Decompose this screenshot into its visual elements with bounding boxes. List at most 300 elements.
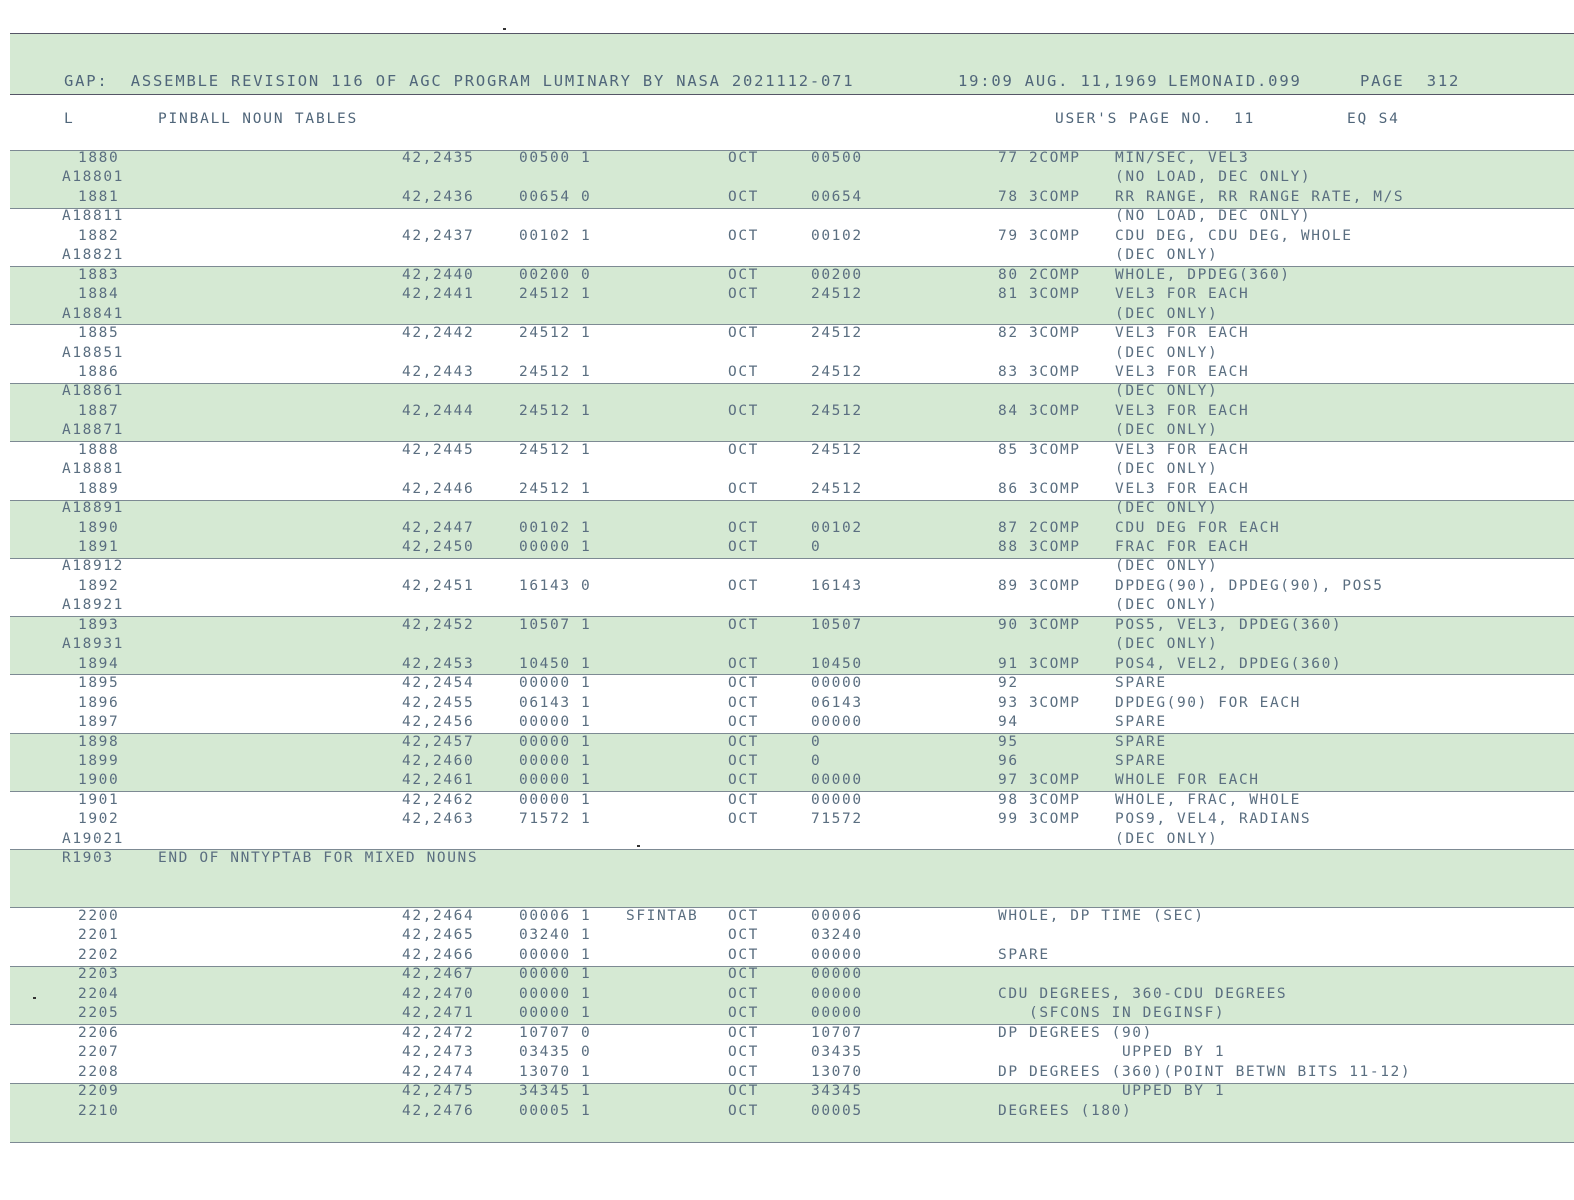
opcode: OCT bbox=[728, 714, 759, 731]
listing-row bbox=[0, 946, 1574, 966]
operand: 0 bbox=[811, 539, 822, 555]
sequence-number: A18912 bbox=[62, 558, 124, 575]
noun-number: 91 3COMP bbox=[998, 655, 1081, 672]
description: SPARE bbox=[998, 946, 1050, 963]
noun-number: 81 3COMP bbox=[998, 286, 1081, 303]
address: 42,2462 bbox=[402, 791, 475, 808]
description: (NO LOAD, DEC ONLY) bbox=[1115, 169, 1312, 186]
octal-word: 34345 1 bbox=[519, 1083, 592, 1100]
address: 42,2456 bbox=[402, 714, 475, 731]
address: 42,2463 bbox=[402, 811, 475, 828]
octal-word: 24512 1 bbox=[519, 325, 592, 342]
address: 42,2441 bbox=[402, 286, 475, 303]
description: SPARE bbox=[1115, 752, 1167, 769]
operand: 16143 bbox=[811, 577, 863, 594]
octal-word: 24512 1 bbox=[519, 286, 592, 303]
listing-row bbox=[0, 752, 1574, 772]
operand: 03435 bbox=[811, 1044, 863, 1061]
operand: 10707 bbox=[811, 1024, 863, 1041]
noun-number: 96 bbox=[998, 752, 1019, 769]
sequence-number: 1886 bbox=[78, 363, 120, 380]
sequence-number: 2203 bbox=[78, 966, 120, 983]
print-speck bbox=[637, 845, 640, 847]
noun-number: 87 2COMP bbox=[998, 519, 1081, 536]
octal-word: 00102 1 bbox=[519, 519, 592, 536]
listing-row bbox=[0, 791, 1574, 811]
listing-row bbox=[0, 227, 1574, 247]
description: (DEC ONLY) bbox=[1115, 344, 1219, 361]
listing-row bbox=[0, 1024, 1574, 1044]
sequence-number: 1895 bbox=[78, 675, 120, 692]
sequence-number: 2208 bbox=[78, 1063, 120, 1080]
address: 42,2457 bbox=[402, 733, 475, 750]
operand: 06143 bbox=[811, 694, 863, 711]
opcode: OCT bbox=[728, 402, 759, 419]
address: 42,2444 bbox=[402, 402, 475, 419]
operand: 00000 bbox=[811, 675, 863, 692]
address: 42,2445 bbox=[402, 441, 475, 458]
description: (DEC ONLY) bbox=[1115, 247, 1219, 264]
operand: 24512 bbox=[811, 480, 863, 497]
address: 42,2465 bbox=[402, 927, 475, 944]
assembly-title: GAP: ASSEMBLE REVISION 116 OF AGC PROGRAM LUMINARY BY NASA 2021112-071 bbox=[64, 72, 855, 90]
address: 42,2473 bbox=[402, 1044, 475, 1061]
listing-row bbox=[0, 810, 1574, 830]
octal-word: 24512 1 bbox=[519, 441, 592, 458]
description: (SFCONS IN DEGINSF) bbox=[998, 1005, 1226, 1022]
opcode: OCT bbox=[728, 1063, 759, 1080]
opcode: OCT bbox=[728, 1005, 759, 1022]
sequence-number: 1888 bbox=[78, 441, 120, 458]
sequence-number: A18881 bbox=[62, 461, 124, 478]
listing-row bbox=[0, 965, 1574, 985]
description: VEL3 FOR EACH bbox=[1115, 286, 1250, 303]
description: (DEC ONLY) bbox=[1115, 305, 1219, 322]
description: DPDEG(90), DPDEG(90), POS5 bbox=[1115, 577, 1384, 594]
octal-word: 24512 1 bbox=[519, 402, 592, 419]
description: (DEC ONLY) bbox=[1115, 558, 1219, 575]
operand: 00000 bbox=[811, 946, 863, 963]
sequence-number: 2205 bbox=[78, 1005, 120, 1022]
opcode: OCT bbox=[728, 946, 759, 963]
opcode: OCT bbox=[728, 325, 759, 342]
octal-word: 00000 1 bbox=[519, 752, 592, 769]
opcode: OCT bbox=[728, 1102, 759, 1119]
listing-row bbox=[0, 674, 1574, 694]
sequence-number: A18801 bbox=[62, 169, 124, 186]
opcode: OCT bbox=[728, 927, 759, 944]
operand: 10507 bbox=[811, 616, 863, 633]
sequence-number: 1889 bbox=[78, 480, 120, 497]
description: SPARE bbox=[1115, 714, 1167, 731]
operand: 00000 bbox=[811, 1005, 863, 1022]
description: (DEC ONLY) bbox=[1115, 422, 1219, 439]
log-section-letter: L bbox=[64, 111, 75, 127]
listing-row bbox=[0, 324, 1574, 344]
opcode: OCT bbox=[728, 188, 759, 205]
octal-word: 24512 1 bbox=[519, 363, 592, 380]
noun-number: 92 bbox=[998, 675, 1019, 692]
sequence-number: 2200 bbox=[78, 908, 120, 924]
octal-word: 00006 1 bbox=[519, 908, 592, 924]
listing-row bbox=[0, 363, 1574, 383]
octal-word: 00000 1 bbox=[519, 675, 592, 692]
octal-word: 00000 1 bbox=[519, 714, 592, 731]
address: 42,2471 bbox=[402, 1005, 475, 1022]
octal-word: 00000 1 bbox=[519, 966, 592, 983]
operand: 00200 bbox=[811, 266, 863, 283]
operand: 0 bbox=[811, 733, 822, 750]
sequence-number: R1903 bbox=[62, 850, 114, 867]
address: 42,2460 bbox=[402, 752, 475, 769]
sequence-number: 2204 bbox=[78, 985, 120, 1002]
listing-row bbox=[0, 830, 1574, 850]
noun-number: 77 2COMP bbox=[998, 150, 1081, 166]
sequence-number: A18811 bbox=[62, 208, 124, 225]
sequence-number: 1882 bbox=[78, 227, 120, 244]
opcode: OCT bbox=[728, 441, 759, 458]
opcode: OCT bbox=[728, 694, 759, 711]
listing-row bbox=[0, 149, 1574, 169]
noun-number: 83 3COMP bbox=[998, 363, 1081, 380]
operand: 24512 bbox=[811, 441, 863, 458]
opcode: OCT bbox=[728, 985, 759, 1002]
description: (DEC ONLY) bbox=[1115, 830, 1219, 847]
operand: 24512 bbox=[811, 402, 863, 419]
description: CDU DEG, CDU DEG, WHOLE bbox=[1115, 227, 1353, 244]
listing-row bbox=[0, 441, 1574, 461]
listing-row bbox=[0, 1004, 1574, 1024]
listing-row bbox=[0, 460, 1574, 480]
print-speck bbox=[33, 997, 36, 999]
users-page-number: USER'S PAGE NO. 11 bbox=[1055, 111, 1256, 127]
opcode: OCT bbox=[728, 966, 759, 983]
opcode: OCT bbox=[728, 150, 759, 166]
operand: 13070 bbox=[811, 1063, 863, 1080]
opcode: OCT bbox=[728, 519, 759, 536]
description: DP DEGREES (90) bbox=[998, 1024, 1153, 1041]
opcode: OCT bbox=[728, 811, 759, 828]
octal-word: 00500 1 bbox=[519, 150, 592, 166]
listing-row bbox=[0, 694, 1574, 714]
listing-row bbox=[0, 733, 1574, 753]
page-number: PAGE 312 bbox=[1360, 72, 1461, 90]
opcode: OCT bbox=[728, 752, 759, 769]
listing-row bbox=[0, 188, 1574, 208]
opcode: OCT bbox=[728, 733, 759, 750]
listing-row bbox=[0, 713, 1574, 733]
noun-number: 90 3COMP bbox=[998, 616, 1081, 633]
listing-row bbox=[0, 577, 1574, 597]
description: VEL3 FOR EACH bbox=[1115, 402, 1250, 419]
opcode: OCT bbox=[728, 266, 759, 283]
operand: 24512 bbox=[811, 286, 863, 303]
sequence-number: 1902 bbox=[78, 811, 120, 828]
opcode: OCT bbox=[728, 539, 759, 555]
sequence-number: A18841 bbox=[62, 305, 124, 322]
description: UPPED BY 1 bbox=[998, 1083, 1226, 1100]
listing-row bbox=[0, 168, 1574, 188]
octal-word: 00000 1 bbox=[519, 772, 592, 789]
description: (DEC ONLY) bbox=[1115, 597, 1219, 614]
description: SPARE bbox=[1115, 675, 1167, 692]
description: POS4, VEL2, DPDEG(360) bbox=[1115, 655, 1343, 672]
sequence-number: A18851 bbox=[62, 344, 124, 361]
sequence-number: A18861 bbox=[62, 383, 124, 400]
address: 42,2453 bbox=[402, 655, 475, 672]
octal-word: 00000 1 bbox=[519, 985, 592, 1002]
sequence-number: 2207 bbox=[78, 1044, 120, 1061]
address: 42,2474 bbox=[402, 1063, 475, 1080]
address: 42,2476 bbox=[402, 1102, 475, 1119]
description: WHOLE, DPDEG(360) bbox=[1115, 266, 1291, 283]
listing-row bbox=[0, 1102, 1574, 1122]
octal-word: 16143 0 bbox=[519, 577, 592, 594]
listing-row bbox=[0, 519, 1574, 539]
listing-row bbox=[0, 926, 1574, 946]
noun-number: 89 3COMP bbox=[998, 577, 1081, 594]
octal-word: 00000 1 bbox=[519, 946, 592, 963]
symbol-label: SFINTAB bbox=[626, 908, 699, 924]
timestamp: 19:09 AUG. 11,1969 bbox=[958, 72, 1159, 90]
listing-row bbox=[0, 382, 1574, 402]
description: (DEC ONLY) bbox=[1115, 500, 1219, 517]
sequence-number: A18931 bbox=[62, 636, 124, 653]
opcode: OCT bbox=[728, 1083, 759, 1100]
listing-row bbox=[0, 771, 1574, 791]
sequence-number: 2209 bbox=[78, 1083, 120, 1100]
sequence-number: 1896 bbox=[78, 694, 120, 711]
description: FRAC FOR EACH bbox=[1115, 539, 1250, 555]
operand: 00102 bbox=[811, 227, 863, 244]
listing-row bbox=[0, 907, 1574, 927]
opcode: OCT bbox=[728, 772, 759, 789]
listing-row bbox=[0, 402, 1574, 422]
opcode: OCT bbox=[728, 577, 759, 594]
address: 42,2464 bbox=[402, 908, 475, 924]
address: 42,2443 bbox=[402, 363, 475, 380]
noun-number: 79 3COMP bbox=[998, 227, 1081, 244]
opcode: OCT bbox=[728, 908, 759, 924]
description: VEL3 FOR EACH bbox=[1115, 325, 1250, 342]
description: WHOLE FOR EACH bbox=[1115, 772, 1260, 789]
opcode: OCT bbox=[728, 227, 759, 244]
listing-row bbox=[0, 1043, 1574, 1063]
address: 42,2440 bbox=[402, 266, 475, 283]
eq-label: EQ S4 bbox=[1347, 111, 1400, 127]
description: VEL3 FOR EACH bbox=[1115, 480, 1250, 497]
noun-number: 78 3COMP bbox=[998, 188, 1081, 205]
address: 42,2446 bbox=[402, 480, 475, 497]
sequence-number: 1880 bbox=[78, 150, 120, 166]
sequence-number: 1900 bbox=[78, 772, 120, 789]
comment: END OF NNTYPTAB FOR MIXED NOUNS bbox=[158, 850, 479, 867]
address: 42,2437 bbox=[402, 227, 475, 244]
sequence-number: 2210 bbox=[78, 1102, 120, 1119]
octal-word: 06143 1 bbox=[519, 694, 592, 711]
sequence-number: 1897 bbox=[78, 714, 120, 731]
sequence-number: 1894 bbox=[78, 655, 120, 672]
opcode: OCT bbox=[728, 286, 759, 303]
description: (DEC ONLY) bbox=[1115, 461, 1219, 478]
octal-word: 00005 1 bbox=[519, 1102, 592, 1119]
description: UPPED BY 1 bbox=[998, 1044, 1226, 1061]
listing-row bbox=[0, 344, 1574, 364]
listing-row bbox=[0, 557, 1574, 577]
sequence-number: 2206 bbox=[78, 1024, 120, 1041]
noun-number: 99 3COMP bbox=[998, 811, 1081, 828]
octal-word: 00102 1 bbox=[519, 227, 592, 244]
operand: 00500 bbox=[811, 150, 863, 166]
description: (DEC ONLY) bbox=[1115, 383, 1219, 400]
operand: 10450 bbox=[811, 655, 863, 672]
print-speck bbox=[503, 28, 506, 30]
noun-number: 93 3COMP bbox=[998, 694, 1081, 711]
octal-word: 24512 1 bbox=[519, 480, 592, 497]
address: 42,2450 bbox=[402, 539, 475, 555]
description: DP DEGREES (360)(POINT BETWN BITS 11-12) bbox=[998, 1063, 1412, 1080]
listing-row bbox=[0, 538, 1574, 558]
description: SPARE bbox=[1115, 733, 1167, 750]
operand: 34345 bbox=[811, 1083, 863, 1100]
listing-row bbox=[0, 207, 1574, 227]
sequence-number: 1892 bbox=[78, 577, 120, 594]
sequence-number: 1899 bbox=[78, 752, 120, 769]
octal-word: 10707 0 bbox=[519, 1024, 592, 1041]
sequence-number: 1881 bbox=[78, 188, 120, 205]
listing-row bbox=[0, 635, 1574, 655]
noun-number: 97 3COMP bbox=[998, 772, 1081, 789]
address: 42,2470 bbox=[402, 985, 475, 1002]
sequence-number: 1887 bbox=[78, 402, 120, 419]
operand: 00000 bbox=[811, 772, 863, 789]
operand: 24512 bbox=[811, 325, 863, 342]
description: WHOLE, DP TIME (SEC) bbox=[998, 908, 1205, 924]
sequence-number: 1884 bbox=[78, 286, 120, 303]
sequence-number: 2201 bbox=[78, 927, 120, 944]
address: 42,2447 bbox=[402, 519, 475, 536]
sequence-number: A18871 bbox=[62, 422, 124, 439]
operand: 00102 bbox=[811, 519, 863, 536]
listing-row bbox=[0, 285, 1574, 305]
octal-word: 00200 0 bbox=[519, 266, 592, 283]
description: DEGREES (180) bbox=[998, 1102, 1133, 1119]
listing-row bbox=[0, 985, 1574, 1005]
description: WHOLE, FRAC, WHOLE bbox=[1115, 791, 1301, 808]
noun-number: 84 3COMP bbox=[998, 402, 1081, 419]
opcode: OCT bbox=[728, 363, 759, 380]
listing-row bbox=[0, 849, 1574, 869]
listing-row bbox=[0, 246, 1574, 266]
operand: 00000 bbox=[811, 714, 863, 731]
address: 42,2436 bbox=[402, 188, 475, 205]
page-header bbox=[10, 33, 1574, 95]
address: 42,2454 bbox=[402, 675, 475, 692]
sequence-number: 1893 bbox=[78, 616, 120, 633]
section-title: PINBALL NOUN TABLES bbox=[158, 111, 359, 127]
operand: 00654 bbox=[811, 188, 863, 205]
operand: 24512 bbox=[811, 363, 863, 380]
listing-row bbox=[0, 499, 1574, 519]
operand: 0 bbox=[811, 752, 822, 769]
sequence-number: 1891 bbox=[78, 539, 120, 555]
opcode: OCT bbox=[728, 655, 759, 672]
file-name: LEMONAID.099 bbox=[1168, 72, 1302, 90]
address: 42,2451 bbox=[402, 577, 475, 594]
description: POS9, VEL4, RADIANS bbox=[1115, 811, 1312, 828]
sequence-number: 1883 bbox=[78, 266, 120, 283]
opcode: OCT bbox=[728, 1024, 759, 1041]
address: 42,2461 bbox=[402, 772, 475, 789]
listing-row bbox=[0, 596, 1574, 616]
listing-row bbox=[0, 1063, 1574, 1083]
description: RR RANGE, RR RANGE RATE, M/S bbox=[1115, 188, 1405, 205]
operand: 03240 bbox=[811, 927, 863, 944]
listing-row bbox=[0, 1082, 1574, 1102]
noun-number: 85 3COMP bbox=[998, 441, 1081, 458]
address: 42,2467 bbox=[402, 966, 475, 983]
description: POS5, VEL3, DPDEG(360) bbox=[1115, 616, 1343, 633]
sequence-number: 1901 bbox=[78, 791, 120, 808]
octal-word: 13070 1 bbox=[519, 1063, 592, 1080]
octal-word: 00000 1 bbox=[519, 539, 592, 555]
listing-row bbox=[0, 266, 1574, 286]
opcode: OCT bbox=[728, 1044, 759, 1061]
operand: 00006 bbox=[811, 908, 863, 924]
octal-word: 00000 1 bbox=[519, 791, 592, 808]
description: CDU DEG FOR EACH bbox=[1115, 519, 1281, 536]
sequence-number: A18821 bbox=[62, 247, 124, 264]
opcode: OCT bbox=[728, 675, 759, 692]
octal-word: 00000 1 bbox=[519, 733, 592, 750]
operand: 00000 bbox=[811, 791, 863, 808]
description: (DEC ONLY) bbox=[1115, 636, 1219, 653]
sequence-number: 1898 bbox=[78, 733, 120, 750]
octal-word: 10450 1 bbox=[519, 655, 592, 672]
address: 42,2442 bbox=[402, 325, 475, 342]
listing-row bbox=[0, 616, 1574, 636]
address: 42,2435 bbox=[402, 150, 475, 166]
opcode: OCT bbox=[728, 791, 759, 808]
listing-row bbox=[0, 480, 1574, 500]
description: VEL3 FOR EACH bbox=[1115, 363, 1250, 380]
noun-number: 86 3COMP bbox=[998, 480, 1081, 497]
description: VEL3 FOR EACH bbox=[1115, 441, 1250, 458]
listing-row bbox=[0, 305, 1574, 325]
description: MIN/SEC, VEL3 bbox=[1115, 150, 1250, 166]
operand: 00000 bbox=[811, 985, 863, 1002]
opcode: OCT bbox=[728, 616, 759, 633]
noun-number: 88 3COMP bbox=[998, 539, 1081, 555]
listing-row bbox=[0, 421, 1574, 441]
operand: 00000 bbox=[811, 966, 863, 983]
opcode: OCT bbox=[728, 480, 759, 497]
octal-word: 71572 1 bbox=[519, 811, 592, 828]
octal-word: 00000 1 bbox=[519, 1005, 592, 1022]
sequence-number: A19021 bbox=[62, 830, 124, 847]
listing-row bbox=[0, 655, 1574, 675]
octal-word: 10507 1 bbox=[519, 616, 592, 633]
operand: 71572 bbox=[811, 811, 863, 828]
sequence-number: A18891 bbox=[62, 500, 124, 517]
octal-word: 00654 0 bbox=[519, 188, 592, 205]
noun-number: 98 3COMP bbox=[998, 791, 1081, 808]
address: 42,2455 bbox=[402, 694, 475, 711]
sequence-number: 2202 bbox=[78, 946, 120, 963]
octal-word: 03240 1 bbox=[519, 927, 592, 944]
address: 42,2452 bbox=[402, 616, 475, 633]
sequence-number: 1885 bbox=[78, 325, 120, 342]
